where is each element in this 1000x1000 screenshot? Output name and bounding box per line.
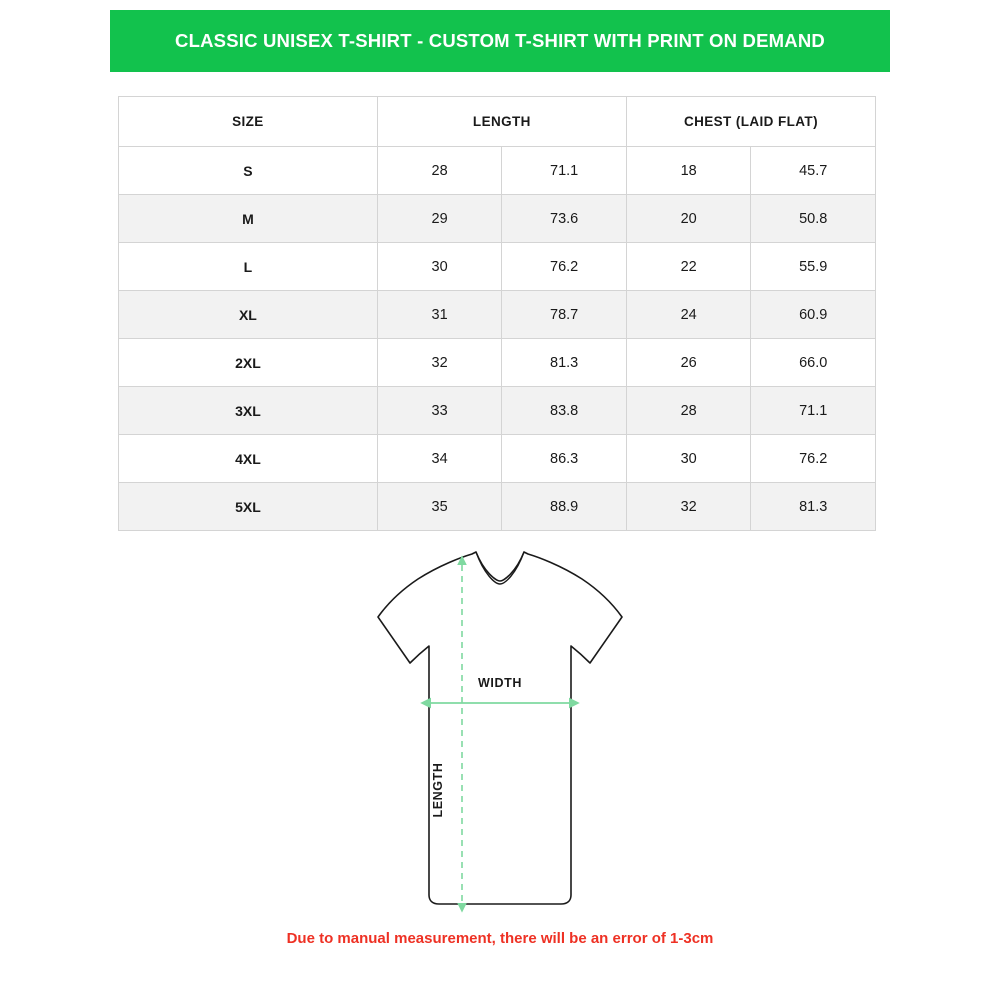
- cell-chest-cm: 71.1: [751, 387, 876, 435]
- tshirt-illustration: [290, 525, 710, 925]
- table-row: [119, 195, 876, 243]
- header-chest: CHEST (LAID FLAT): [626, 97, 875, 147]
- cell-size: 2XL: [119, 339, 378, 387]
- cell-size: 5XL: [119, 483, 378, 531]
- cell-chest-in: 20: [626, 195, 751, 243]
- cell-length-cm: 81.3: [502, 339, 627, 387]
- cell-size: S: [119, 147, 378, 195]
- cell-length-in: 34: [377, 435, 502, 483]
- cell-chest-cm: 76.2: [751, 435, 876, 483]
- cell-length-in: 33: [377, 387, 502, 435]
- cell-chest-cm: 45.7: [751, 147, 876, 195]
- cell-length-cm: 78.7: [502, 291, 627, 339]
- cell-chest-in: 18: [626, 147, 751, 195]
- cell-size: M: [119, 195, 378, 243]
- tshirt-diagram: [0, 525, 1000, 925]
- cell-chest-in: 32: [626, 483, 751, 531]
- cell-length-in: 31: [377, 291, 502, 339]
- cell-length-cm: 73.6: [502, 195, 627, 243]
- size-table-container: [118, 96, 876, 531]
- cell-size: XL: [119, 291, 378, 339]
- table-row: [119, 243, 876, 291]
- table-row: [119, 483, 876, 531]
- cell-length-cm: 83.8: [502, 387, 627, 435]
- cell-length-in: 29: [377, 195, 502, 243]
- table-row: [119, 387, 876, 435]
- table-row: [119, 339, 876, 387]
- width-label: WIDTH: [478, 676, 522, 690]
- cell-chest-in: 26: [626, 339, 751, 387]
- cell-length-in: 32: [377, 339, 502, 387]
- header-length: LENGTH: [377, 97, 626, 147]
- table-row: [119, 435, 876, 483]
- page-title: CLASSIC UNISEX T-SHIRT - CUSTOM T-SHIRT WITH PRINT ON DEMAND: [175, 30, 825, 51]
- size-table-body: [119, 147, 876, 531]
- cell-chest-cm: 66.0: [751, 339, 876, 387]
- cell-chest-in: 24: [626, 291, 751, 339]
- size-table-head: [119, 97, 876, 147]
- cell-length-in: 35: [377, 483, 502, 531]
- cell-chest-in: 28: [626, 387, 751, 435]
- cell-size: L: [119, 243, 378, 291]
- table-row: [119, 291, 876, 339]
- cell-chest-cm: 55.9: [751, 243, 876, 291]
- cell-size: 4XL: [119, 435, 378, 483]
- cell-chest-in: 30: [626, 435, 751, 483]
- cell-length-in: 28: [377, 147, 502, 195]
- cell-chest-cm: 60.9: [751, 291, 876, 339]
- header-size: SIZE: [119, 97, 378, 147]
- cell-length-in: 30: [377, 243, 502, 291]
- cell-chest-in: 22: [626, 243, 751, 291]
- cell-size: 3XL: [119, 387, 378, 435]
- cell-chest-cm: 81.3: [751, 483, 876, 531]
- measurement-disclaimer: Due to manual measurement, there will be an error of 1-3cm: [286, 930, 714, 947]
- shirt-outline: [378, 552, 622, 904]
- cell-length-cm: 88.9: [502, 483, 627, 531]
- table-row: [119, 147, 876, 195]
- cell-length-cm: 76.2: [502, 243, 627, 291]
- size-table: [118, 96, 876, 531]
- cell-chest-cm: 50.8: [751, 195, 876, 243]
- length-label: LENGTH: [431, 762, 445, 818]
- cell-length-cm: 71.1: [502, 147, 627, 195]
- table-header-row: [119, 97, 876, 147]
- cell-length-cm: 86.3: [502, 435, 627, 483]
- header-banner: [110, 10, 890, 72]
